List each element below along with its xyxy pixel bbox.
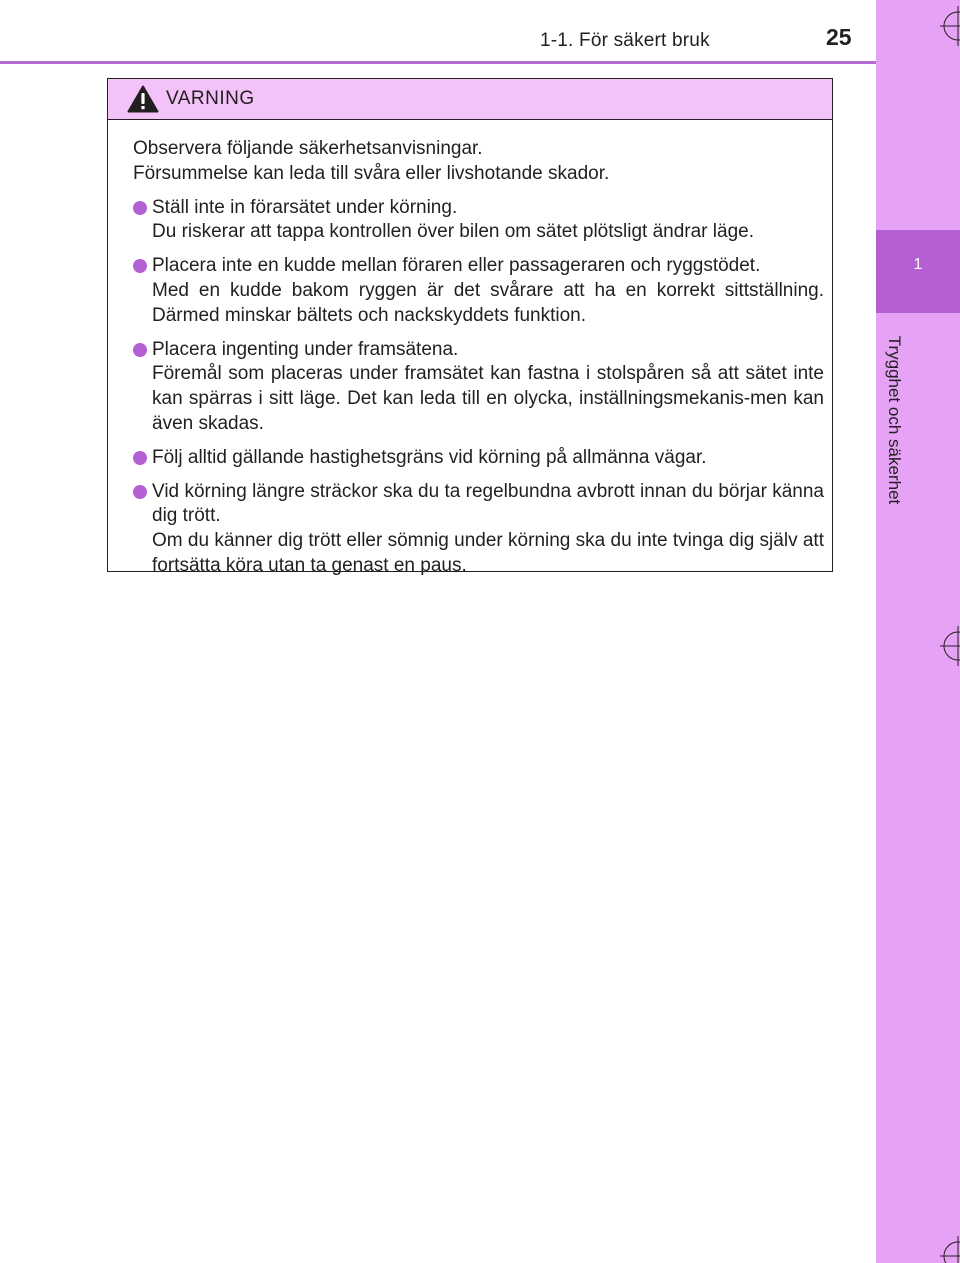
- intro-line: Försummelse kan leda till svåra eller livshotande skador.: [133, 162, 610, 184]
- warning-item-heading: Placera inte en kudde mellan föraren eller passageraren och ryggstödet.: [152, 255, 761, 277]
- page-number: 25: [826, 24, 852, 50]
- warning-item: [133, 446, 824, 471]
- warning-item-text: Om du känner dig trött eller sömnig under körning ska du inte tvinga dig själv att fortsätta köra utan ta genast en paus.: [152, 530, 824, 576]
- chapter-number: 1: [913, 256, 923, 273]
- warning-box: [107, 78, 833, 576]
- warning-item: [133, 480, 824, 579]
- warning-item-heading: Ställ inte in förarsätet under körning.: [152, 196, 458, 218]
- warning-item: [133, 254, 824, 328]
- bullet-icon: [133, 201, 147, 215]
- registration-mark-icon: [936, 1236, 960, 1263]
- warning-intro: [133, 137, 824, 187]
- bullet-icon: [133, 451, 147, 465]
- warning-item-text: Med en kudde bakom ryggen är det svårare att ha en korrekt sittställning. Därmed minskar bältets och nackskyddets funktion.: [152, 279, 824, 326]
- warning-header: [108, 79, 832, 120]
- warning-item: [133, 196, 824, 246]
- warning-item-text: Föremål som placeras under framsätet kan fastna i stolspåren så att sätet inte kan spärras i sitt läge. Det kan leda till en olycka, inställningsmekanis-men kan även skadas.: [152, 363, 824, 434]
- registration-mark-icon: [936, 626, 960, 666]
- warning-item-heading: Följ alltid gällande hastighetsgräns vid körning på allmänna vägar.: [152, 446, 707, 468]
- warning-item-text: Du riskerar att tappa kontrollen över bilen om sätet plötsligt ändrar läge.: [152, 221, 754, 243]
- bullet-icon: [133, 259, 147, 273]
- intro-line: Observera följande säkerhetsanvisningar.: [133, 138, 483, 159]
- section-title: 1-1. För säkert bruk: [540, 30, 710, 51]
- header-divider: [0, 61, 876, 64]
- bullet-icon: [133, 343, 147, 357]
- warning-triangle-icon: [127, 85, 159, 113]
- chapter-title: Trygghet och säkerhet: [885, 335, 904, 505]
- warning-item: [133, 338, 824, 437]
- warning-item-heading: Placera ingenting under framsätena.: [152, 338, 459, 360]
- warning-title: VARNING: [166, 88, 255, 109]
- warning-body: [108, 120, 832, 579]
- warning-item-heading: Vid körning längre sträckor ska du ta regelbundna avbrott innan du börjar känna dig trött.: [152, 480, 824, 527]
- registration-mark-icon: [936, 6, 960, 46]
- bullet-icon: [133, 485, 147, 499]
